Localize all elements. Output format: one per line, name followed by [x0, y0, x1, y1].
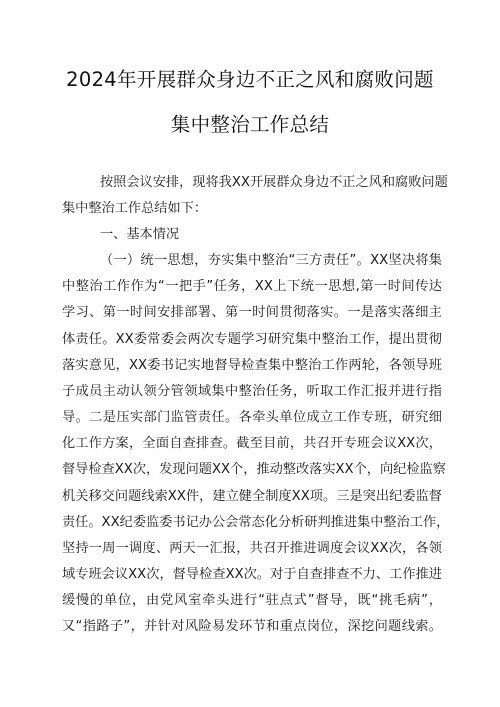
- body-line: 落实意见，XX委书记实地督导检查集中整治工作两轮，各领导班: [62, 358, 442, 373]
- document-title-line-2: 集中整治工作总结: [170, 113, 330, 136]
- body-line: 又“指路子”，并针对风险易发环节和重点岗位，深挖问题线索。: [62, 619, 442, 634]
- body-line: 导。二是压实部门监管责任。各牵头单位成立工作专班，研究细: [62, 410, 442, 425]
- body-line: （一）统一思想，夯实集中整治“三方责任”。XX坚决将集: [100, 253, 442, 268]
- body-line: 体责任。XX委常委会两次专题学习研究集中整治工作，提出贯彻: [62, 332, 442, 347]
- section-heading: 一、基本情况: [100, 227, 180, 242]
- body-line: 中整治工作作为“一把手”任务，XX上下统一思想,第一时间传达: [62, 279, 442, 294]
- body-line: 按照会议安排，现将我XX开展群众身边不正之风和腐败问题: [100, 175, 448, 190]
- body-line: 学习、第一时间安排部署、第一时间贯彻落实。一是落实落细主: [62, 305, 442, 320]
- body-line: 责任。XX纪委监委书记办公会常态化分析研判推进集中整治工作，: [62, 515, 450, 530]
- body-line: 子成员主动认领分管领域集中整治任务，听取工作汇报并进行指: [62, 384, 442, 399]
- document-title-line-1: 2024年开展群众身边不正之风和腐败问题: [66, 68, 434, 91]
- body-line: 集中整治工作总结如下：: [62, 201, 208, 216]
- body-line: 缓慢的单位，由党风室牵头进行“驻点式”督导，既“挑毛病”，: [62, 593, 442, 608]
- body-line: 域专班会议XX次，督导检查XX次。对于自查排查不力、工作推进: [62, 567, 442, 582]
- body-line: 化工作方案，全面自查排查。截至目前，共召开专班会议XX次，: [62, 436, 442, 451]
- body-line: 坚持一周一调度、两天一汇报，共召开推进调度会议XX次，各领: [62, 541, 442, 556]
- body-line: 督导检查XX次，发现问题XX个，推动整改落实XX个，向纪检监察: [62, 462, 446, 477]
- body-line: 机关移交问题线索XX件，建立健全制度XX项。三是突出纪委监督: [62, 489, 442, 504]
